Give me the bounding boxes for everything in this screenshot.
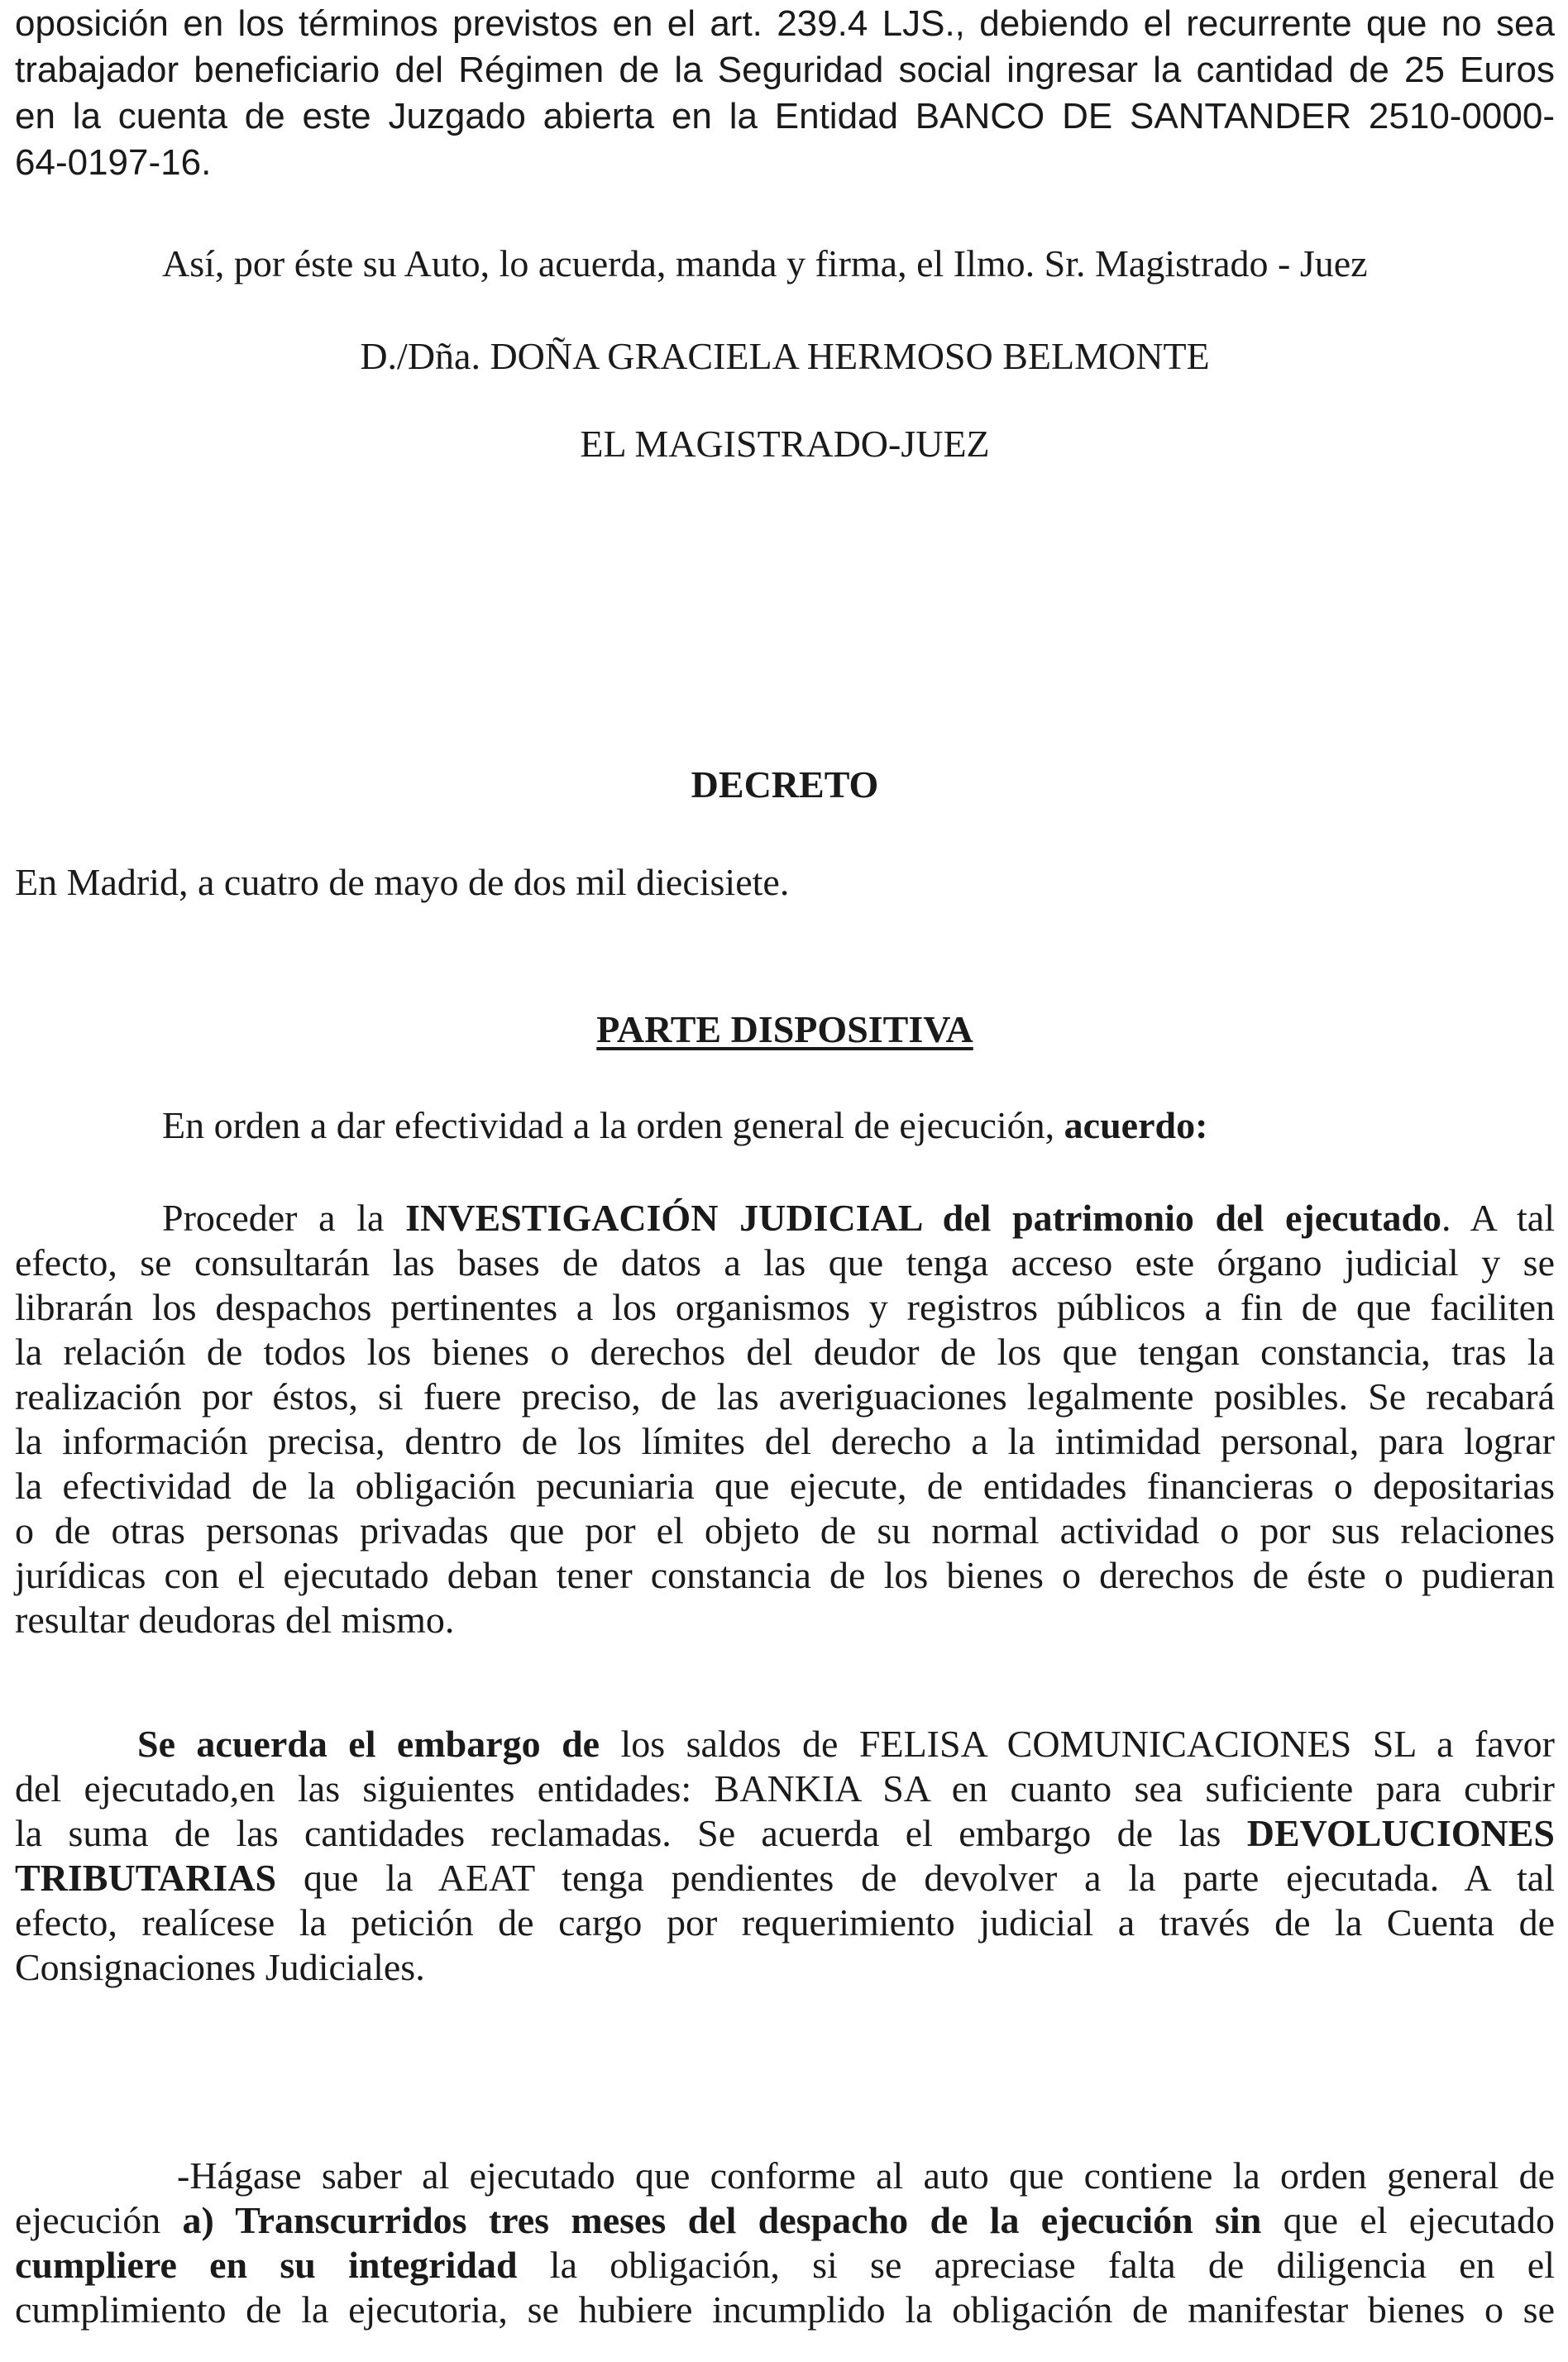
paragraph-line: la información precisa, dentro de los límites del derecho a la intimidad personal, para lograr <box>15 1420 1555 1462</box>
paragraph-line: la suma de las cantidades reclamadas. Se acuerda el embargo de las DEVOLUCIONES <box>15 1812 1555 1854</box>
paragraph-line: ejecución a) Transcurridos tres meses del despacho de la ejecución sin que el ejecutado <box>15 2199 1556 2241</box>
judge-name: D./Dña. DOÑA GRACIELA HERMOSO BELMONTE <box>360 335 1210 377</box>
paragraph-line: Se acuerda el embargo de los saldos de FELISA COMUNICACIONES SL a favor <box>137 1723 1555 1765</box>
paragraph-line: realización por éstos, si fuere preciso, de las averiguaciones legalmente posibles. Se recabará <box>15 1375 1555 1418</box>
paragraph-line: jurídicas con el ejecutado deban tener constancia de los bienes o derechos de éste o pudieran <box>15 1554 1555 1596</box>
paragraph-line: cumplimiento de la ejecutoria, se hubiere incumplido la obligación de manifestar bienes o se <box>15 2288 1555 2331</box>
paragraph-line: cumpliere en su integridad la obligación, si se apreciase falta de diligencia en el <box>15 2244 1555 2286</box>
paragraph-line: trabajador beneficiario del Régimen de la Seguridad social ingresar la cantidad de 25 Euros <box>15 50 1555 90</box>
judge-role: EL MAGISTRADO-JUEZ <box>580 423 990 465</box>
paragraph-line: Consignaciones Judiciales. <box>15 1946 425 1988</box>
paragraph-line: Proceder a la INVESTIGACIÓN JUDICIAL del patrimonio del ejecutado. A tal <box>162 1197 1556 1239</box>
paragraph-line: o de otras personas privadas que por el objeto de su normal actividad o por sus relaciones <box>15 1509 1555 1552</box>
parte-dispositiva-title: PARTE DISPOSITIVA <box>596 1008 973 1050</box>
paragraph-line: en la cuenta de este Juzgado abierta en la Entidad BANCO DE SANTANDER 2510-0000- <box>15 96 1555 136</box>
paragraph-line: resultar deudoras del mismo. <box>15 1599 455 1641</box>
paragraph-line: TRIBUTARIAS que la AEAT tenga pendientes de devolver a la parte ejecutada. A tal <box>15 1857 1555 1899</box>
paragraph-line: oposición en los términos previstos en el art. 239.4 LJS., debiendo el recurrente que no sea <box>15 3 1555 44</box>
paragraph-line: -Hágase saber al ejecutado que conforme al auto que contiene la orden general de <box>177 2154 1555 2197</box>
intro-line: En orden a dar efectividad a la orden general de ejecución, acuerdo: <box>162 1104 1208 1146</box>
paragraph-line: la efectividad de la obligación pecuniaria que ejecute, de entidades financieras o depositarias <box>15 1465 1555 1507</box>
paragraph-line: 64-0197-16. <box>15 142 212 183</box>
auto-closing: Así, por éste su Auto, lo acuerda, manda y firma, el Ilmo. Sr. Magistrado - Juez <box>162 242 1368 284</box>
paragraph-line: efecto, se consultarán las bases de datos a las que tenga acceso este órgano judicial y se <box>15 1241 1555 1284</box>
paragraph-line: librarán los despachos pertinentes a los organismos y registros públicos a fin de que faciliten <box>15 1286 1555 1328</box>
decreto-title: DECRETO <box>691 763 879 806</box>
paragraph-line: del ejecutado,en las siguientes entidades: BANKIA SA en cuanto sea suficiente para cubrir <box>15 1767 1555 1810</box>
place-date: En Madrid, a cuatro de mayo de dos mil diecisiete. <box>15 861 790 903</box>
paragraph-line: efecto, realícese la petición de cargo por requerimiento judicial a través de la Cuenta de <box>15 1901 1555 1944</box>
paragraph-line: la relación de todos los bienes o derechos del deudor de los que tengan constancia, tras la <box>15 1331 1555 1373</box>
